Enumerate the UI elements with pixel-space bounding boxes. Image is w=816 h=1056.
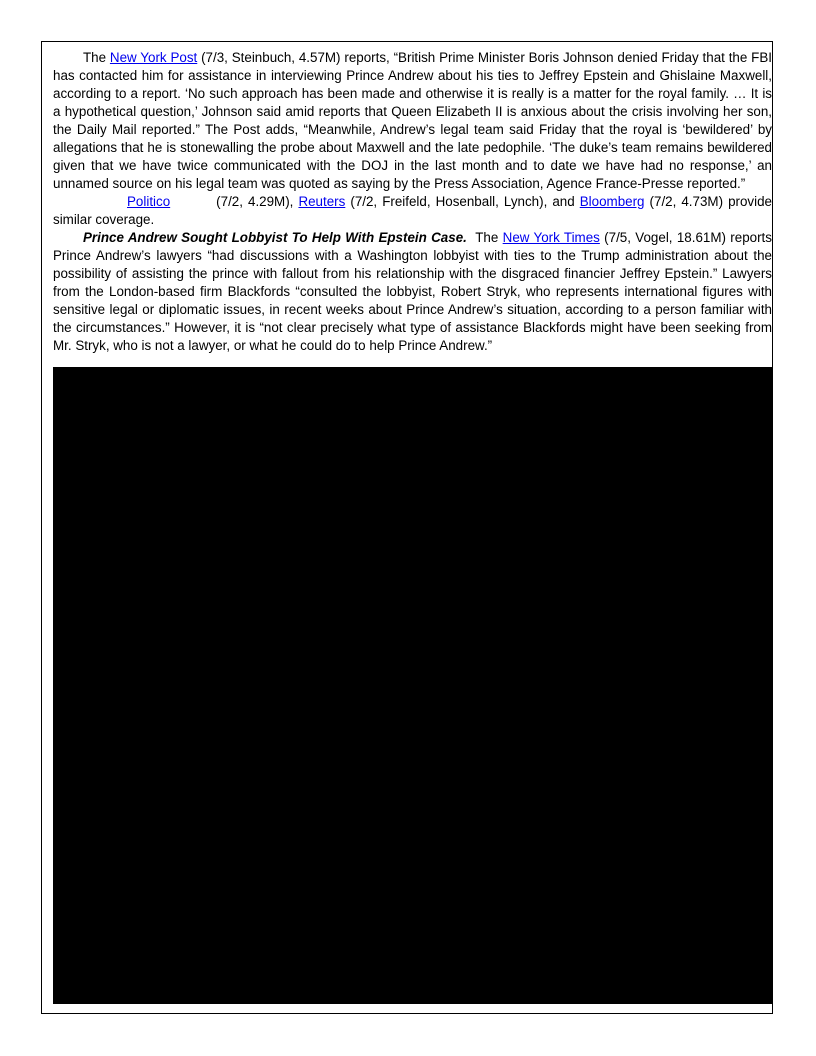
- paragraph-lobbyist: Prince Andrew Sought Lobbyist To Help With Epstein Case. The New York Times (7/5, Vogel, 18.61M) reports Prince Andrew’s lawyers “had discussions with a Washington lobbyist with ties to the Trump administration about the possibility of assisting the prince with fallout from his relationship with the disgraced financier Jeffrey Epstein.” Lawyers from the London-based firm Blackfords “consulted the lobbyist, Robert Stryk, who represents international figures with sensitive legal or diplomatic issues, in recent weeks about Prince Andrew’s situation, according to a person familiar with the circumstances.” However, it is “not clear precisely what type of assistance Blackfords might have been seeking from Mr. Stryk, who is not a lawyer, or what he could do to help Prince Andrew.”: [53, 230, 772, 353]
- article-body: [53, 49, 772, 355]
- new-york-post-link[interactable]: New York Post: [109, 50, 198, 65]
- politico-link[interactable]: Politico: [127, 194, 171, 209]
- new-york-times-link[interactable]: New York Times: [502, 230, 600, 245]
- reuters-link[interactable]: Reuters: [298, 194, 346, 209]
- paragraph-new-york-post: The New York Post (7/3, Steinbuch, 4.57M) reports, “British Prime Minister Boris Johnson denied Friday that the FBI has contacted him for assistance in interviewing Prince Andrew about his ties to Jeffrey Epstein and Ghislaine Maxwell, according to a report. ‘No such approach has been made and otherwise it is really is a matter for the royal family. … It is a hypothetical question,’ Johnson said amid reports that Queen Elizabeth II is anxious about the crisis involving her son, the Daily Mail reported.” The Post adds, “Meanwhile, Andrew’s legal team said Friday that the royal is ‘bewildered’ by allegations that he is stonewalling the probe about Maxwell and the late pedophile. ‘The duke’s team remains bewildered given that we have twice communicated with the DOJ in the last month and to date we have had no response,’ an unnamed source on his legal team was quoted as saying by the Press Association, Agence France-Presse reported.”: [53, 50, 772, 191]
- redacted-image-block: [53, 367, 772, 1004]
- bloomberg-link[interactable]: Bloomberg: [579, 194, 645, 209]
- paragraph-similar-coverage: Politico (7/2, 4.29M), Reuters (7/2, Freifeld, Hosenball, Lynch), and Bloomberg (7/2, 4.73M) provide similar coverage.: [53, 194, 772, 227]
- story-headline: Prince Andrew Sought Lobbyist To Help With Epstein Case.: [83, 230, 467, 245]
